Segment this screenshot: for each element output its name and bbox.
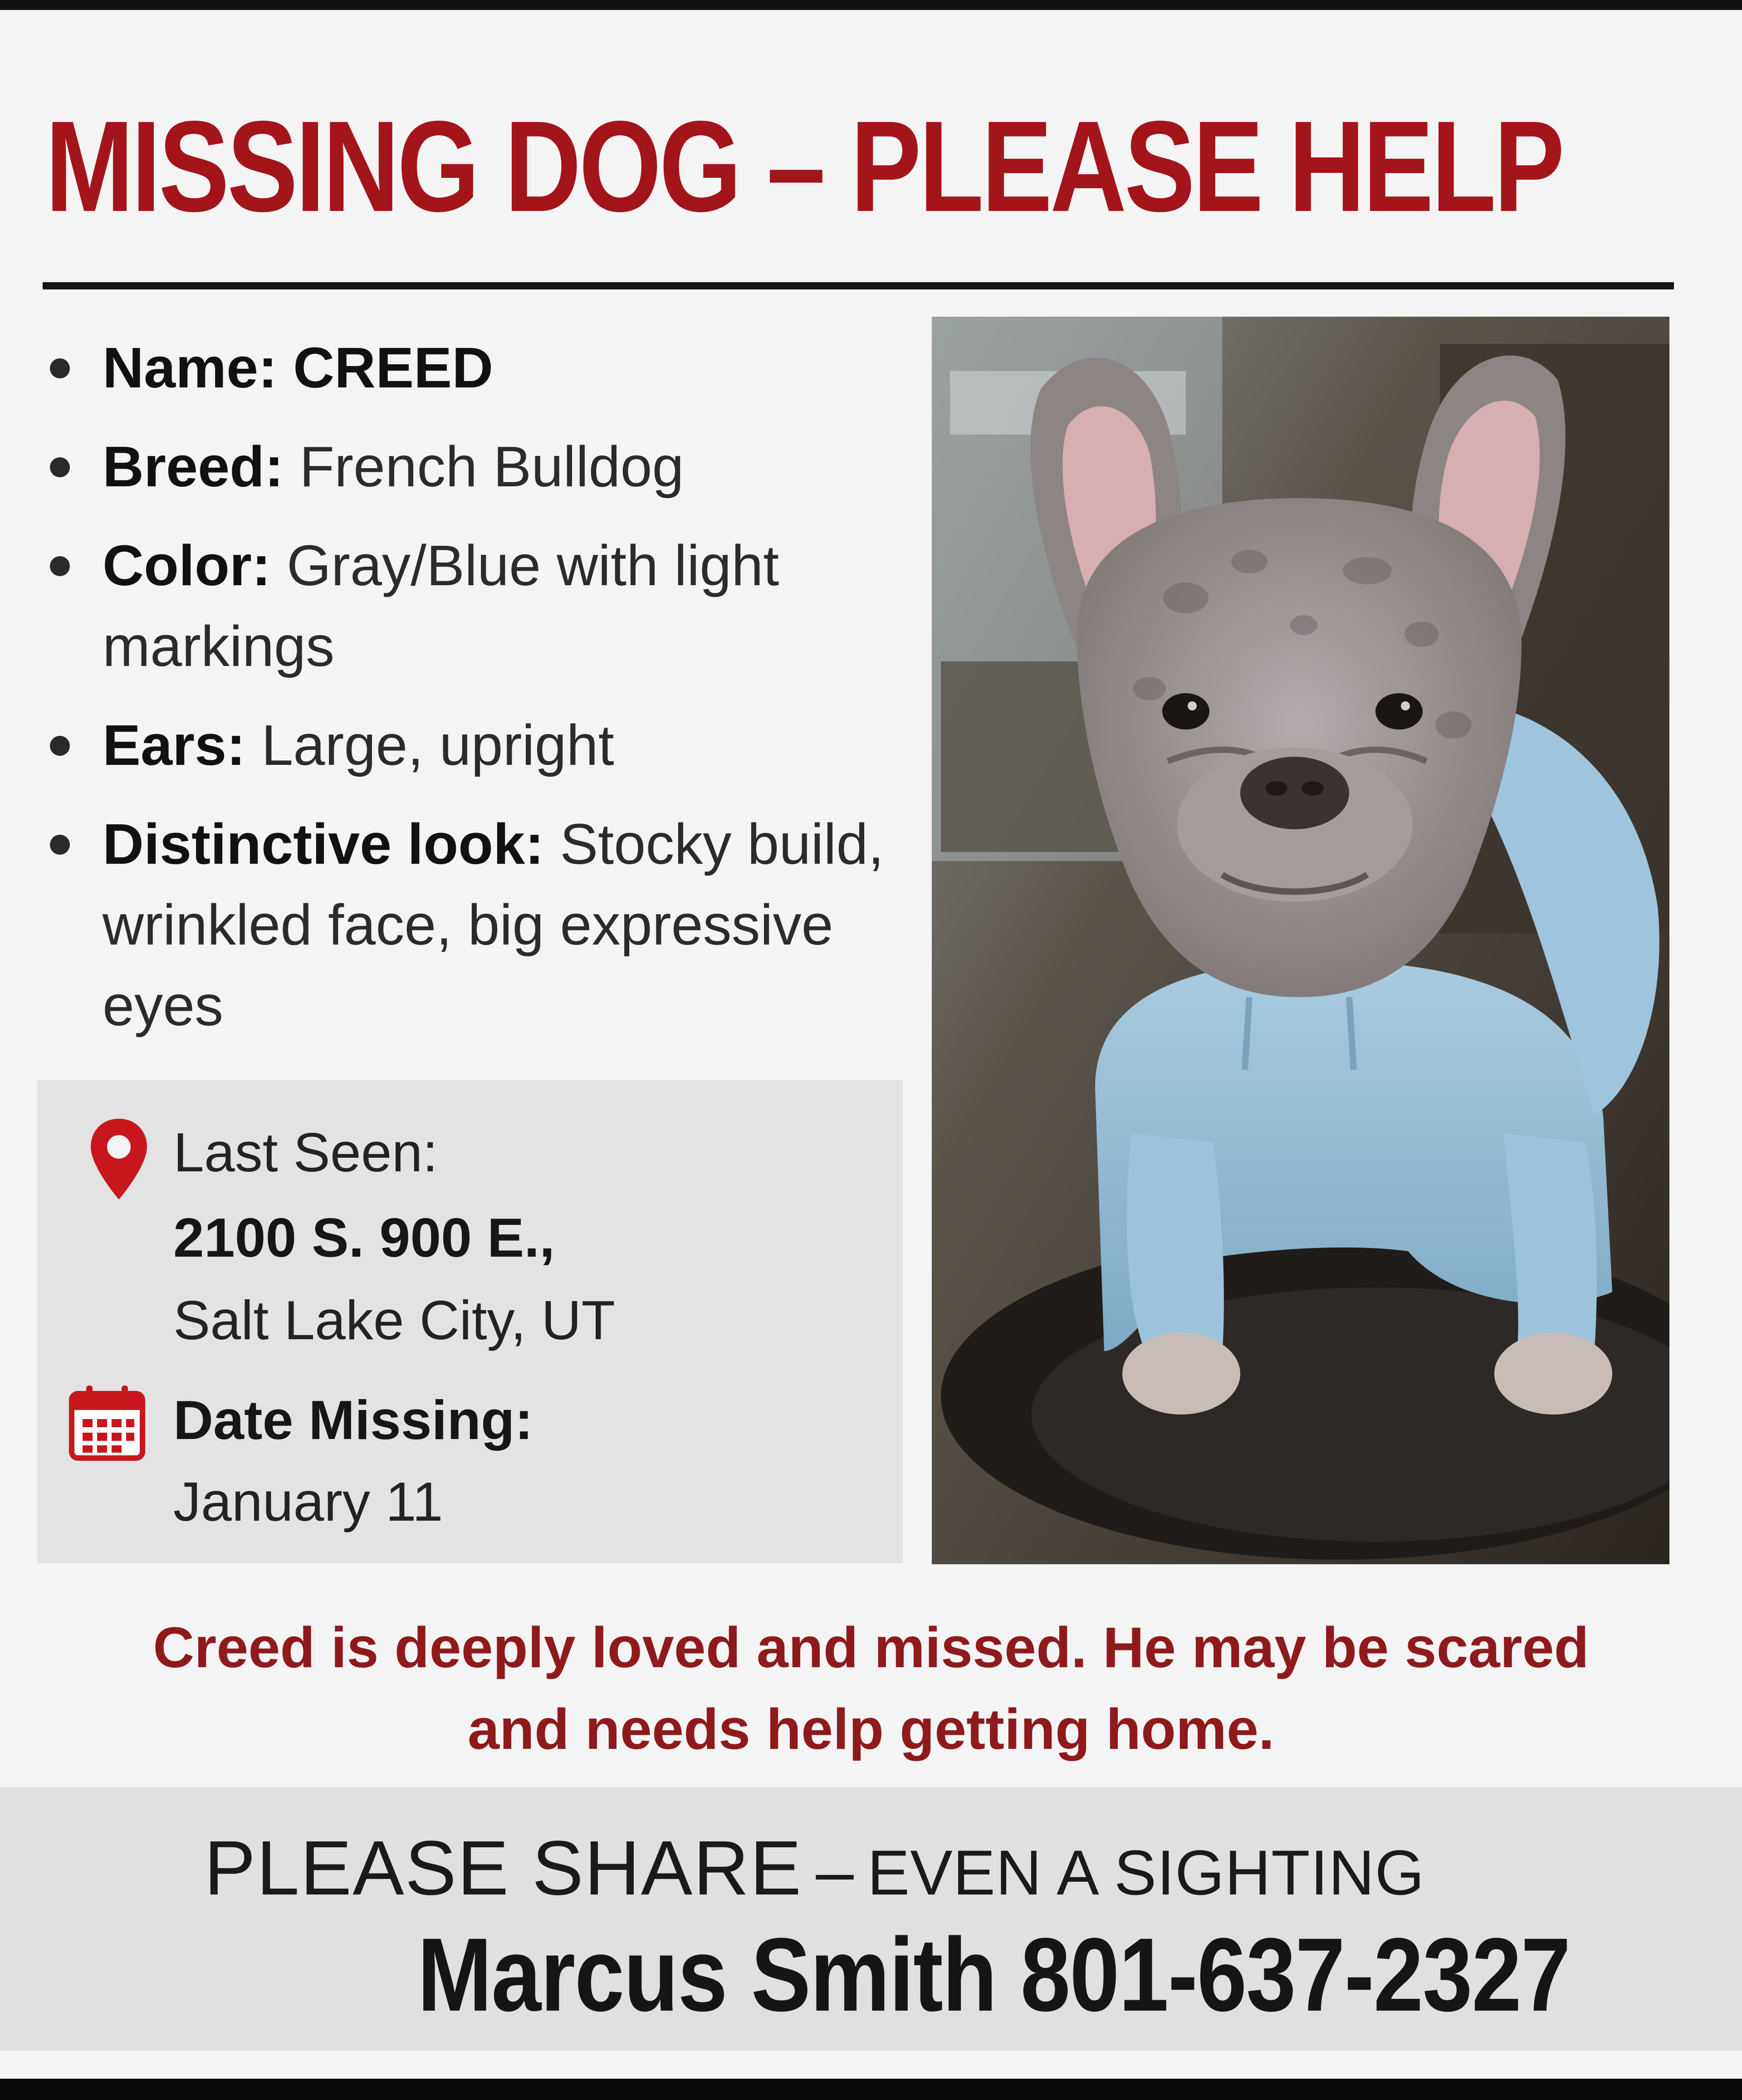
flyer-headline: MISSING DOG – PLEASE HELP (45, 94, 1563, 239)
detail-value: Gray/Blue with light markings (103, 534, 779, 678)
detail-value: CREED (293, 336, 494, 400)
date-missing-label: Date Missing: (173, 1389, 533, 1451)
bullet-icon (50, 457, 70, 477)
share-sub-text: EVEN A SIGHTING (867, 1837, 1425, 1908)
bottom-border (0, 2079, 1742, 2100)
detail-label: Color: (103, 534, 271, 597)
plea-message (0, 1607, 1742, 1770)
missing-dog-flyer (0, 10, 1742, 2079)
share-band (0, 1787, 1742, 2051)
calendar-icon (68, 1384, 146, 1462)
share-main-text: PLEASE SHARE (204, 1825, 802, 1911)
detail-label: Name: (103, 336, 278, 400)
detail-label: Distinctive look: (103, 812, 544, 876)
detail-ears (45, 705, 907, 786)
detail-name (45, 328, 907, 408)
share-dash: – (816, 1833, 854, 1909)
french-bulldog-photo-illustration (932, 317, 1669, 1564)
share-call-to-action (204, 1824, 1656, 1913)
last-seen-info-box (37, 1080, 903, 1563)
detail-breed (45, 426, 907, 507)
detail-label: Ears: (103, 713, 246, 777)
headline-divider (43, 282, 1674, 289)
detail-value: Large, upright (261, 713, 614, 777)
detail-distinctive-look (45, 804, 907, 1046)
last-seen-address-line1: 2100 S. 900 E., (173, 1207, 555, 1268)
bullet-icon (50, 835, 70, 855)
plea-line-1: Creed is deeply loved and missed. He may be scared (153, 1615, 1589, 1679)
bullet-icon (50, 358, 70, 378)
detail-label: Breed: (103, 435, 284, 499)
bullet-icon (50, 736, 70, 756)
date-missing-value: January 11 (173, 1471, 443, 1532)
contact-info: Marcus Smith 801-637-2327 (417, 1916, 1570, 2033)
dog-details-list (45, 328, 907, 1064)
plea-line-2: and needs help getting home. (467, 1697, 1275, 1761)
detail-value: Stocky build, wrinkled face, big expressive eyes (103, 812, 884, 1038)
detail-value: French Bulldog (299, 435, 684, 499)
last-seen-address-line2: Salt Lake City, UT (173, 1289, 616, 1351)
detail-color (45, 525, 907, 687)
last-seen-label: Last Seen: (173, 1121, 438, 1183)
bullet-icon (50, 556, 70, 576)
dog-photo (932, 317, 1669, 1564)
map-pin-icon (87, 1116, 151, 1202)
top-border (0, 0, 1742, 10)
